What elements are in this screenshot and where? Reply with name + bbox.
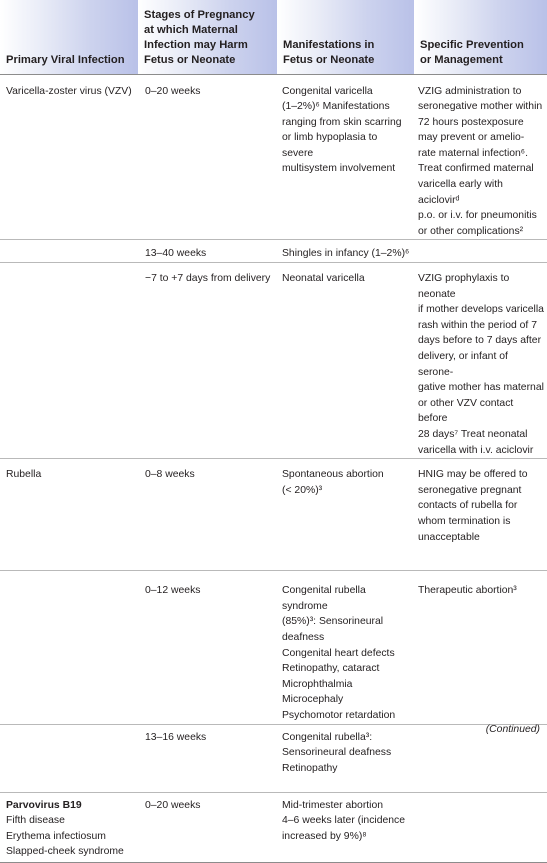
header-primary-viral-infection: Primary Viral Infection <box>0 0 138 74</box>
manifestation-cell: Neonatal varicella <box>277 263 414 459</box>
infection-cell <box>0 724 138 792</box>
infection-cell: Varicella-zoster virus (VZV) <box>0 74 138 240</box>
stage-cell: 0–12 weeks <box>138 571 277 724</box>
stage-cell: 0–20 weeks <box>138 74 277 240</box>
table-row <box>0 571 547 724</box>
table-row <box>0 792 547 862</box>
continued-note: (Continued) <box>485 724 540 735</box>
infection-name-bold: Parvovirus B19 <box>6 799 82 811</box>
header-manifestations: Manifestations in Fetus or Neonate <box>277 0 414 74</box>
manifestation-cell: Spontaneous abortion (< 20%)³ <box>277 459 414 571</box>
manifestation-cell: Congenital rubella syndrome (85%)³: Sensorineural deafness Congenital heart defects Retinopathy, cataract Microphthalmia Microcephaly Psychomotor retardation <box>277 571 414 724</box>
manifestation-cell: Congenital varicella (1–2%)⁶ Manifestations ranging from skin scarring or limb hypoplasia to severe multisystem involvement <box>277 74 414 240</box>
table-row <box>0 724 547 792</box>
stage-cell: 13–16 weeks <box>138 724 277 792</box>
manifestation-cell: Shingles in infancy (1–2%)⁶ <box>277 240 414 263</box>
management-cell: VZIG administration to seronegative mother within 72 hours postexposure may prevent or amelio- rate maternal infection⁶. Treat confirmed maternal varicella early with aciclovirᵈ p.o. or i.v. for pneumonitis or other complications² <box>414 74 547 240</box>
infection-cell <box>0 263 138 459</box>
management-cell: VZIG prophylaxis to neonate if mother develops varicella rash within the period of 7 days before to 7 days after delivery, or infant of serone- gative mother has maternal or other VZV contact before 28 days⁷ Treat neonatal varicella with i.v. aciclovir <box>414 263 547 459</box>
header-row <box>0 0 547 74</box>
manifestation-cell: Congenital rubella³: Sensorineural deafness Retinopathy <box>277 724 414 792</box>
management-cell <box>414 792 547 862</box>
infection-cell: Parvovirus B19 Fifth disease Erythema infectiosum Slapped-cheek syndrome <box>0 792 138 862</box>
management-cell: Therapeutic abortion³ <box>414 571 547 724</box>
table-row <box>0 74 547 240</box>
table-row <box>0 240 547 263</box>
infection-cell: Rubella <box>0 459 138 571</box>
table-row <box>0 263 547 459</box>
header-stages-of-pregnancy: Stages of Pregnancy at which Maternal Infection may Harm Fetus or Neonate <box>138 0 277 74</box>
management-cell <box>414 240 547 263</box>
infection-cell <box>0 571 138 724</box>
header-prevention-management: Specific Prevention or Management <box>414 0 547 74</box>
table-header <box>0 0 547 74</box>
stage-cell: 0–8 weeks <box>138 459 277 571</box>
table-row <box>0 459 547 571</box>
stage-cell: −7 to +7 days from delivery <box>138 263 277 459</box>
stage-cell: 13–40 weeks <box>138 240 277 263</box>
infection-cell <box>0 240 138 263</box>
manifestation-cell: Mid-trimester abortion 4–6 weeks later (incidence increased by 9%)⁸ <box>277 792 414 862</box>
stage-cell: 0–20 weeks <box>138 792 277 862</box>
table-body <box>0 74 547 862</box>
management-cell: HNIG may be offered to seronegative pregnant contacts of rubella for whom termination is unacceptable <box>414 459 547 571</box>
